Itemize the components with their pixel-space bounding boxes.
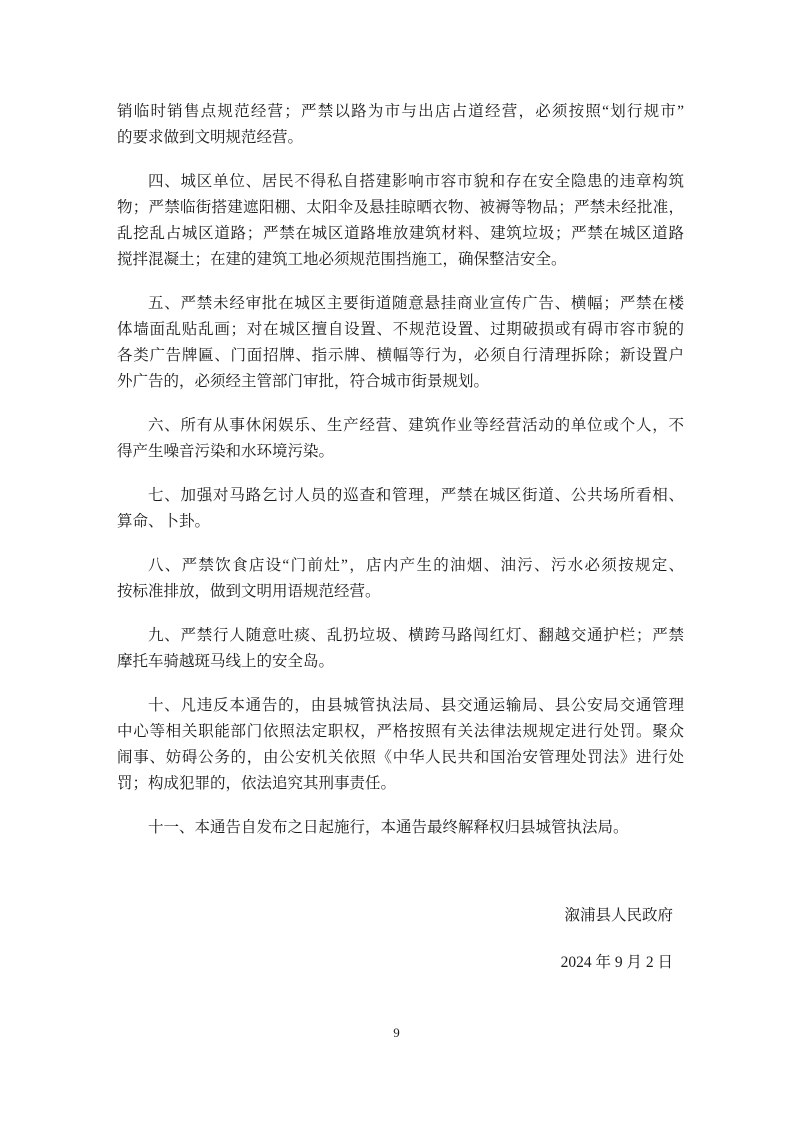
text-line: 得产生噪音污染和水环境污染。 xyxy=(117,443,335,460)
text-line: 算命、卜卦。 xyxy=(117,513,211,530)
para-9 xyxy=(117,623,684,675)
text-line: 体墙面乱贴乱画；对在城区擅自设置、不规范设置、过期破损或有碍市容市貌的 xyxy=(117,321,684,338)
text-line: 外广告的，必须经主管部门审批，符合城市街景规划。 xyxy=(117,373,490,390)
text-line: 闹事、妨碍公务的，由公安机关依照《中华人民共和国治安管理处罚法》进行处 xyxy=(117,749,684,766)
text-line: 五、严禁未经审批在城区主要街道随意悬挂商业宣传广告、横幅；严禁在楼 xyxy=(148,295,684,312)
issue-date: 2024 年 9 月 2 日 xyxy=(560,954,673,971)
document-body xyxy=(117,99,684,976)
para-5 xyxy=(117,291,684,395)
text-line: 罚；构成犯罪的，依法追究其刑事责任。 xyxy=(117,775,397,792)
page-number: 9 xyxy=(393,1025,400,1040)
text-line: 六、所有从事休闲娱乐、生产经营、建筑作业等经营活动的单位或个人，不 xyxy=(148,417,684,434)
text-line: 各类广告牌匾、门面招牌、指示牌、横幅等行为，必须自行清理拆除；新设置户 xyxy=(117,347,684,364)
para-continuation xyxy=(117,99,684,151)
issuer-signature: 溆浦县人民政府 xyxy=(564,907,673,924)
para-6 xyxy=(117,413,684,465)
text-line: 乱挖乱占城区道路；严禁在城区道路堆放建筑材料、建筑垃圾；严禁在城区道路 xyxy=(117,225,684,242)
text-line: 物；严禁临街搭建遮阳棚、太阳伞及悬挂晾晒衣物、被褥等物品；严禁未经批准， xyxy=(117,199,684,216)
text-line: 的要求做到文明规范经营。 xyxy=(117,129,304,146)
para-10 xyxy=(117,693,684,797)
text-line: 中心等相关职能部门依照法定职权，严格按照有关法律法规规定进行处罚。聚众 xyxy=(117,723,684,740)
para-8 xyxy=(117,553,684,605)
para-4 xyxy=(117,169,684,273)
text-line: 九、严禁行人随意吐痰、乱扔垃圾、横跨马路闯红灯、翻越交通护栏；严禁 xyxy=(148,627,684,644)
text-line: 搅拌混凝土；在建的建筑工地必须规范围挡施工，确保整洁安全。 xyxy=(117,251,567,268)
paragraphs-container xyxy=(117,99,684,841)
para-11 xyxy=(117,815,684,841)
text-line: 按标准排放，做到文明用语规范经营。 xyxy=(117,583,381,600)
text-line: 摩托车骑越斑马线上的安全岛。 xyxy=(117,653,335,670)
text-line: 十、凡违反本通告的，由县城管执法局、县交通运输局、县公安局交通管理 xyxy=(148,697,684,714)
para-7 xyxy=(117,483,684,535)
text-line: 十一、本通告自发布之日起施行，本通告最终解释权归县城管执法局。 xyxy=(148,819,629,836)
text-line: 八、严禁饮食店设“门前灶”，店内产生的油烟、油污、污水必须按规定、 xyxy=(148,557,684,574)
text-line: 四、城区单位、居民不得私自搭建影响市容市貌和存在安全隐患的违章构筑 xyxy=(148,173,684,190)
text-line: 销临时销售点规范经营；严禁以路为市与出店占道经营，必须按照“划行规市” xyxy=(117,103,684,120)
text-line: 七、加强对马路乞讨人员的巡查和管理，严禁在城区街道、公共场所看相、 xyxy=(148,487,684,504)
